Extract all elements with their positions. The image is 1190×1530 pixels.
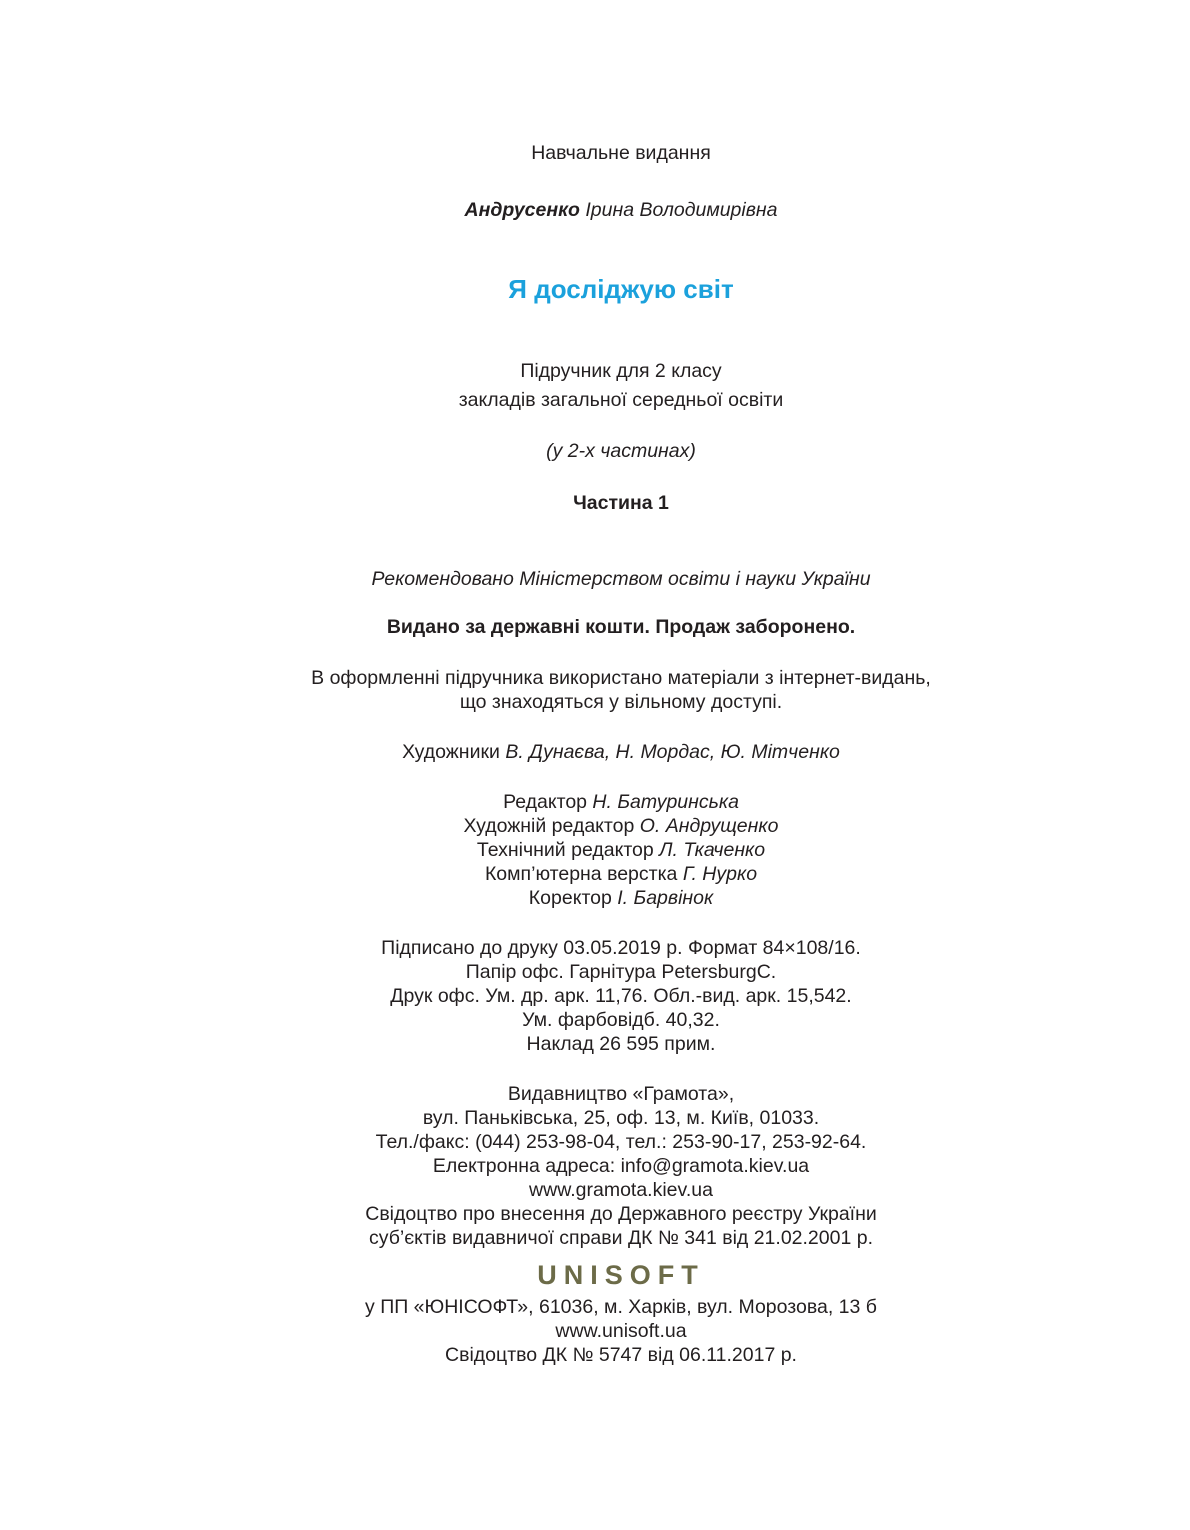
credit-tech-editor xyxy=(26,838,1190,862)
unisoft-logo: UNISOFT xyxy=(537,1260,705,1290)
publisher-line-1: Видавництво «Грамота», xyxy=(507,1083,735,1105)
artists-label: Художники xyxy=(402,741,506,763)
printer-line-2: www.unisoft.ua xyxy=(555,1320,687,1342)
publisher-line-3: Тел./факс: (044) 253-98-04, тел.: 253-90-17, 253-92-64. xyxy=(375,1131,867,1153)
print-info-line-2: Папір офс. Гарнітура PetersburgC. xyxy=(465,961,777,983)
materials-note-line-2: що знаходяться у вільному доступі. xyxy=(459,691,783,713)
credit-role: Комп’ютерна верстка xyxy=(484,863,683,885)
author-line xyxy=(26,198,1190,222)
subtitle-line-2: закладів загальної середньої освіти xyxy=(458,389,784,411)
credit-role: Редактор xyxy=(503,791,593,813)
print-info-line-4: Ум. фарбовідб. 40,32. xyxy=(522,1009,720,1031)
book-title: Я досліджую світ xyxy=(508,274,734,304)
artists-line xyxy=(26,740,1190,764)
publisher-line-5: www.gramota.kiev.ua xyxy=(529,1179,713,1201)
author-given-names: Ірина Володимирівна xyxy=(585,199,778,221)
publisher-line-7: суб’єктів видавничої справи ДК № 341 від 21.02.2001 р. xyxy=(368,1227,873,1249)
credit-name: О. Андрущенко xyxy=(639,815,779,837)
credit-name: Н. Батуринська xyxy=(592,791,739,813)
printer-line-1: у ПП «ЮНІСОФТ», 61036, м. Харків, вул. Морозова, 13 б xyxy=(365,1296,877,1318)
credit-name: Л. Ткаченко xyxy=(659,839,766,861)
credit-role: Технічний редактор xyxy=(476,839,660,861)
print-info-line-1: Підписано до друку 03.05.2019 р. Формат 84×108/16. xyxy=(381,937,861,959)
publisher-line-4: Електронна адреса: info@gramota.kiev.ua xyxy=(432,1155,810,1177)
credit-art-editor xyxy=(26,814,1190,838)
credit-editor xyxy=(26,790,1190,814)
artists-names: В. Дунаєва, Н. Мордас, Ю. Мітченко xyxy=(505,741,840,763)
parts-note: (у 2-х частинах) xyxy=(546,440,696,462)
edition-type: Навчальне видання xyxy=(531,142,711,164)
credit-role: Художній редактор xyxy=(463,815,640,837)
printer-line-3: Свідоцтво ДК № 5747 від 06.11.2017 р. xyxy=(445,1344,797,1366)
publisher-line-6: Свідоцтво про внесення до Державного реєстру України xyxy=(365,1203,877,1225)
credit-role: Коректор xyxy=(528,887,618,909)
credit-layout xyxy=(26,862,1190,886)
state-funded-note: Видано за державні кошти. Продаж заборонено. xyxy=(386,616,856,638)
publisher-line-2: вул. Паньківська, 25, оф. 13, м. Київ, 01033. xyxy=(422,1107,820,1129)
part-number: Частина 1 xyxy=(573,492,669,514)
materials-note-line-1: В оформленні підручника використано матеріали з інтернет-видань, xyxy=(311,667,931,689)
print-info-line-3: Друк офс. Ум. др. арк. 11,76. Обл.-вид. арк. 15,542. xyxy=(390,985,852,1007)
subtitle-line-1: Підручник для 2 класу xyxy=(520,360,722,382)
recommendation: Рекомендовано Міністерством освіти і науки України xyxy=(371,568,871,590)
credit-name: І. Барвінок xyxy=(617,887,714,909)
credit-name: Г. Нурко xyxy=(682,863,758,885)
print-info-line-5: Наклад 26 595 прим. xyxy=(526,1033,716,1055)
author-surname: Андрусенко xyxy=(464,199,580,221)
credit-proofreader xyxy=(26,886,1190,910)
